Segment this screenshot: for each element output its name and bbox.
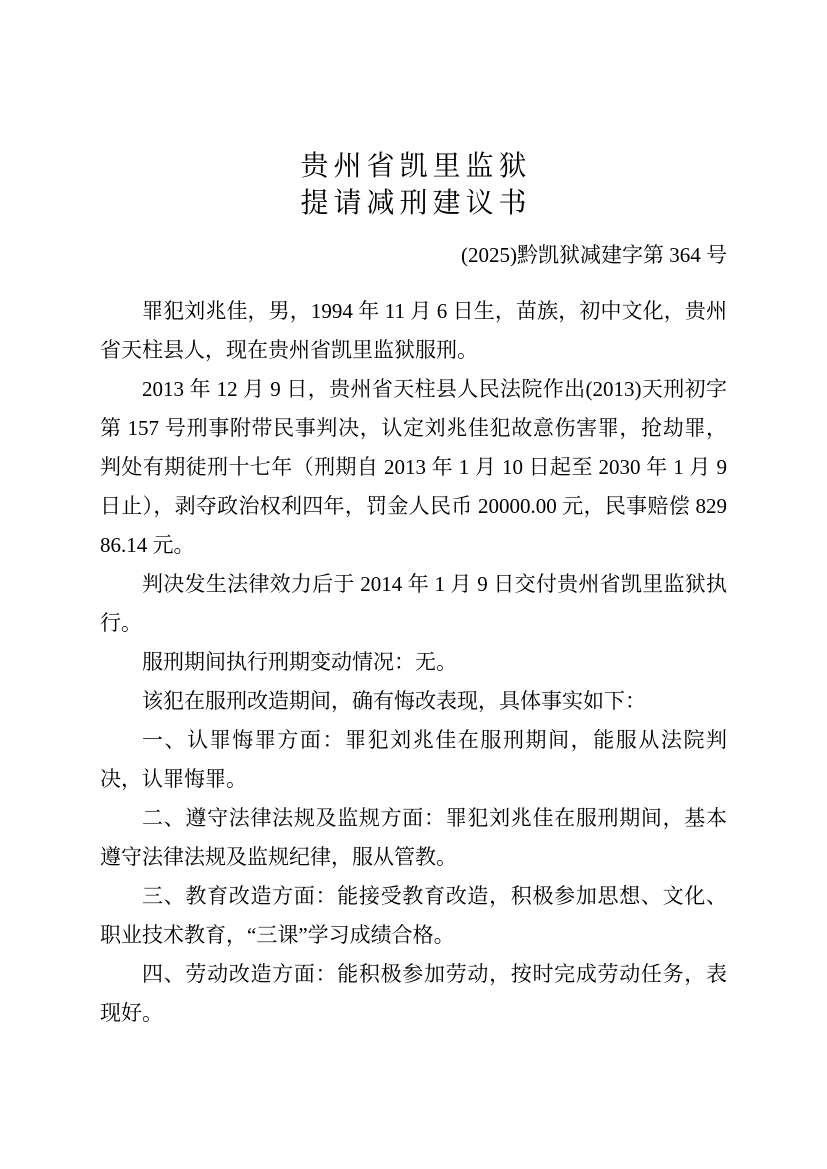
paragraph-item-1-guilt-admission: 一、认罪悔罪方面：罪犯刘兆佳在服刑期间，能服从法院判决，认罪悔罪。 <box>100 728 727 791</box>
paragraph-repentance-intro: 该犯在服刑改造期间，确有悔改表现，具体事实如下： <box>142 689 646 713</box>
paragraph-item-4-labor: 四、劳动改造方面：能积极参加劳动，按时完成劳动任务，表现好。 <box>100 962 727 1025</box>
paragraph-delivery-to-prison: 判决发生法律效力后于 2014 年 1 月 9 日交付贵州省凯里监狱执行。 <box>100 572 727 635</box>
paragraph-term-changes: 服刑期间执行刑期变动情况：无。 <box>142 650 457 674</box>
paragraph-offender-info: 罪犯刘兆佳，男，1994 年 11 月 6 日生，苗族，初中文化，贵州省天柱县人，现在贵州省凯里监狱服刑。 <box>100 299 727 362</box>
document-number: (2025)黔凯狱减建字第 364 号 <box>461 243 727 267</box>
document-body <box>100 292 727 1033</box>
document-title-line1: 贵州省凯里监狱 <box>300 151 532 182</box>
paragraph-item-2-rule-compliance: 二、遵守法律法规及监规方面：罪犯刘兆佳在服刑期间，基本遵守法律法规及监规纪律，服从管教。 <box>100 806 727 869</box>
paragraph-judgment-details: 2013 年 12 月 9 日，贵州省天柱县人民法院作出(2013)天刑初字第 157 号刑事附带民事判决，认定刘兆佳犯故意伤害罪，抢劫罪，判处有期徒刑十七年（刑期自 2013 年 1 月 10 日起至 2030 年 1 月 9 日止），剥夺政治权利四年，罚金人民币 20000.00 元，民事赔偿 82986.14 元。 <box>100 377 727 557</box>
paragraph-item-3-education: 三、教育改造方面：能接受教育改造，积极参加思想、文化、职业技术教育，“三课”学习成绩合格。 <box>100 884 727 947</box>
document-title-line2: 提请减刑建议书 <box>300 188 532 219</box>
